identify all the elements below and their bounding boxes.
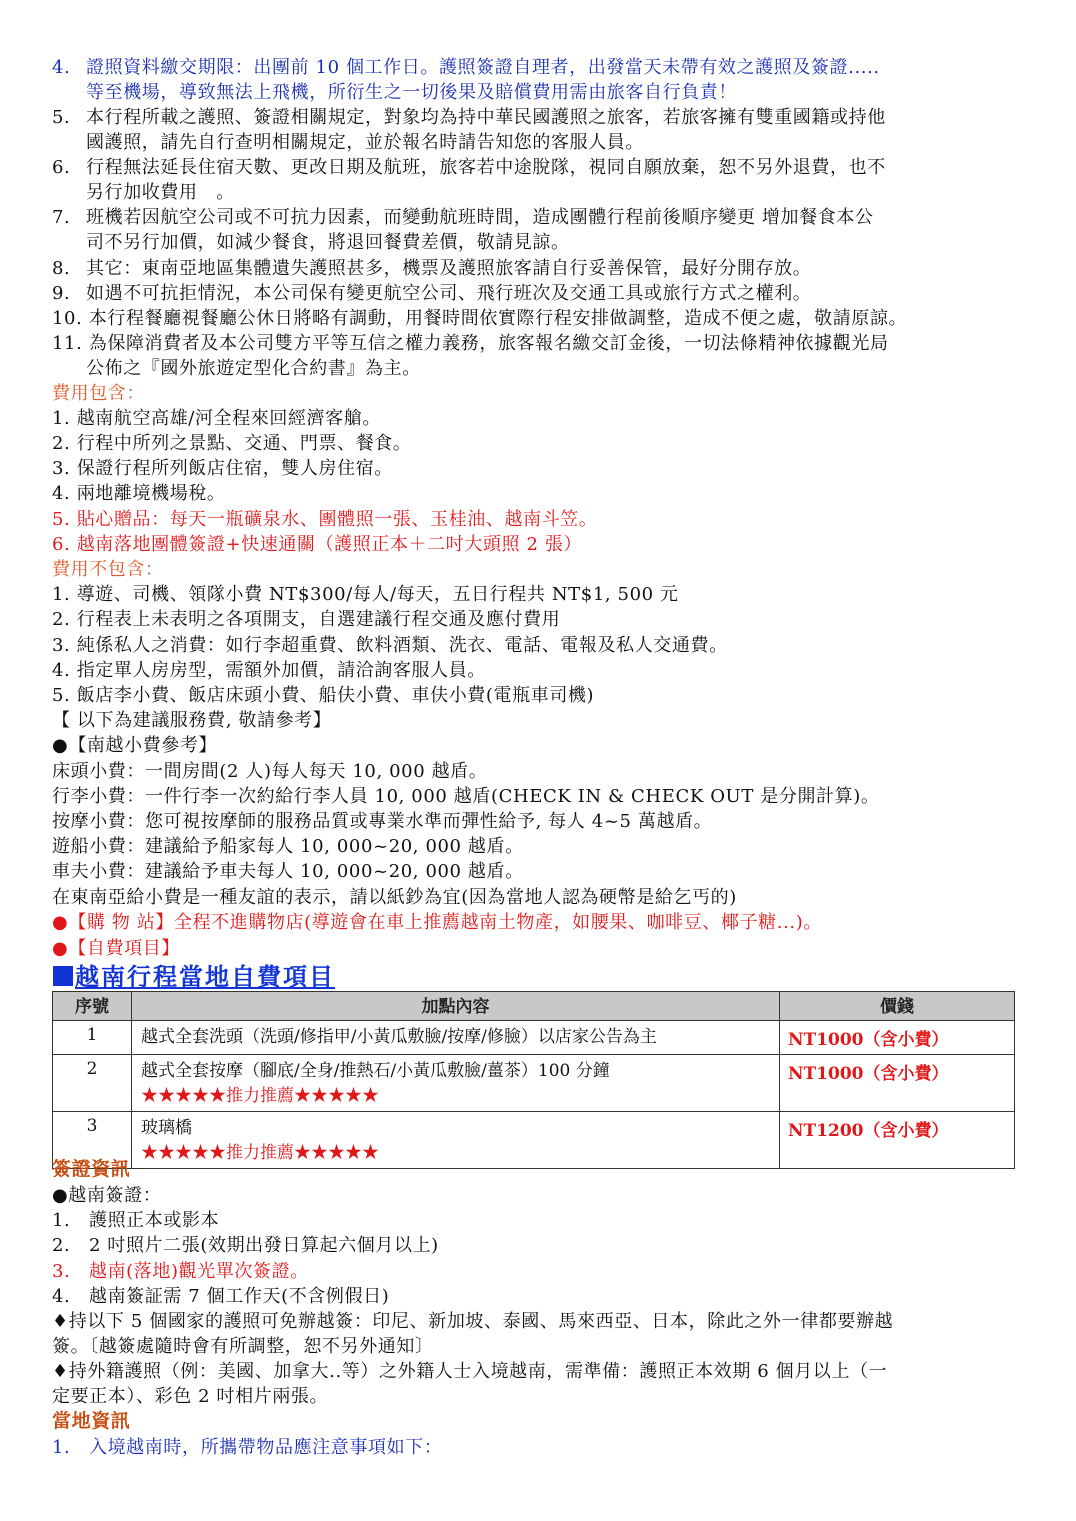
- shopping-note: ●【購 物 站】全程不進購物店(導遊會在車上推薦越南土物產，如腰果、咖啡豆、椰子糖...)。: [52, 912, 822, 933]
- recommend-stars: ★★★★★推力推薦★★★★★: [141, 1086, 379, 1106]
- excluded-item: 3. 純係私人之消費：如行李超重費、飲料酒類、洗衣、電話、電報及私人交通費。: [52, 635, 728, 656]
- visa-item: 2. 2 吋照片二張(效期出發日算起六個月以上): [52, 1235, 439, 1256]
- tip-note: 在東南亞給小費是一種友誼的表示，請以紙鈔為宜(因為當地人認為硬幣是給乞丐的): [52, 887, 737, 908]
- tip-line: 車夫小費：建議給予車夫每人 10, 000~20, 000 越盾。: [52, 861, 524, 882]
- visa-exempt-line2: 簽。〔越簽處隨時會有所調整，恕不另外通知〕: [52, 1336, 434, 1357]
- note-11-line1: 11. 為保障消費者及本公司雙方平等互信之權力義務，旅客報名繳交訂金後，一切法條精神依據觀光局: [52, 333, 889, 354]
- row-content: [132, 1055, 780, 1112]
- optional-items-table: [52, 991, 1015, 1169]
- visa-foreign-line1: ♦持外籍護照（例：美國、加拿大..等）之外籍人士入境越南，需準備：護照正本效期 6 個月以上（一: [52, 1361, 888, 1382]
- note-8: 8. 其它：東南亞地區集體遺失護照甚多，機票及護照旅客請自行妥善保管，最好分開存放。: [52, 258, 812, 279]
- visa-heading: 簽證資訊: [52, 1158, 131, 1180]
- visa-subheading: ●越南簽證：: [52, 1185, 162, 1206]
- col-header-price: 價錢: [780, 992, 1015, 1021]
- excluded-item: 4. 指定單人房房型，需額外加價，請洽詢客服人員。: [52, 660, 486, 681]
- row-no: 1: [53, 1021, 132, 1055]
- tips-suggest: 【 以下為建議服務費, 敬請參考】: [52, 710, 332, 731]
- col-header-no: 序號: [53, 992, 132, 1021]
- row-no: 3: [53, 1112, 132, 1169]
- excluded-item: 5. 飯店李小費、飯店床頭小費、船伕小費、車伕小費(電瓶車司機): [52, 685, 595, 706]
- excluded-item: 2. 行程表上未表明之各項開支，自選建議行程交通及應付費用: [52, 609, 561, 630]
- table-row: [53, 1112, 1015, 1169]
- row-content-text: 越式全套按摩（腳底/全身/推熱石/小黃瓜敷臉/薑茶）100 分鐘: [141, 1061, 610, 1081]
- included-item: 4. 兩地離境機場稅。: [52, 483, 226, 504]
- included-item-gift: 5. 貼心贈品：每天一瓶礦泉水、團體照一張、玉桂油、越南斗笠。: [52, 509, 598, 530]
- self-pay-label: ●【自費項目】: [52, 938, 180, 959]
- visa-exempt-line1: ♦持以下 5 個國家的護照可免辦越簽：印尼、新加坡、泰國、馬來西亞、日本，除此之外一律都要辦越: [52, 1311, 894, 1332]
- row-content: [132, 1112, 780, 1169]
- included-item: 2. 行程中所列之景點、交通、門票、餐食。: [52, 433, 412, 454]
- note-7-line1: 7. 班機若因航空公司或不可抗力因素，而變動航班時間，造成團體行程前後順序變更 增加餐食本公: [52, 207, 874, 228]
- table-row: [53, 1021, 1015, 1055]
- note-4-line1: 4. 證照資料繳交期限：出團前 10 個工作日。護照簽證自理者，出發當天未帶有效之護照及簽證.....: [52, 57, 880, 78]
- excluded-heading: 費用不包含：: [52, 559, 164, 580]
- included-item: 3. 保證行程所列飯店住宿，雙人房住宿。: [52, 458, 393, 479]
- excluded-item: 1. 導遊、司機、領隊小費 NT$300/每人/每天，五日行程共 NT$1, 500 元: [52, 584, 679, 605]
- note-5-line1: 5. 本行程所載之護照、簽證相關規定，對象均為持中華民國護照之旅客，若旅客擁有雙重國籍或持他: [52, 107, 886, 128]
- tip-line: 按摩小費：您可視按摩師的服務品質或專業水準而彈性給予, 每人 4~5 萬越盾。: [52, 811, 713, 832]
- table-row: [53, 1055, 1015, 1112]
- visa-item: 4. 越南簽証需 7 個工作天(不含例假日): [52, 1286, 390, 1307]
- row-price: NT1200（含小費）: [780, 1112, 1015, 1169]
- row-content-text: 玻璃橋: [141, 1118, 192, 1138]
- tips-reference: ●【南越小費參考】: [52, 735, 218, 756]
- note-6-line2: 另行加收費用 。: [86, 182, 235, 203]
- included-item-visa: 6. 越南落地團體簽證+快速通關（護照正本＋二吋大頭照 2 張）: [52, 534, 583, 555]
- optional-items-title: 越南行程當地自費項目: [53, 962, 335, 992]
- note-10: 10. 本行程餐廳視餐廳公休日將略有調動，用餐時間依實際行程安排做調整，造成不便之處，敬請原諒。: [52, 308, 908, 329]
- row-price: NT1000（含小費）: [780, 1021, 1015, 1055]
- visa-item: 1. 護照正本或影本: [52, 1210, 220, 1231]
- tip-line: 遊船小費：建議給予船家每人 10, 000~20, 000 越盾。: [52, 836, 524, 857]
- local-info-item: 1. 入境越南時，所攜帶物品應注意事項如下：: [52, 1437, 443, 1458]
- tip-line: 行李小費：一件行李一次約給行李人員 10, 000 越盾(CHECK IN & CHECK OUT 是分開計算)。: [52, 786, 880, 807]
- note-11-line2: 公佈之『國外旅遊定型化合約書』為主。: [86, 358, 421, 379]
- tip-line: 床頭小費：一間房間(2 人)每人每天 10, 000 越盾。: [52, 761, 488, 782]
- visa-item: 3. 越南(落地)觀光單次簽證。: [52, 1261, 309, 1282]
- note-6-line1: 6. 行程無法延長住宿天數、更改日期及航班，旅客若中途脫隊，視同自願放棄，恕不另外退費，也不: [52, 157, 886, 178]
- note-5-line2: 國護照，請先自行查明相關規定，並於報名時請告知您的客服人員。: [86, 132, 644, 153]
- included-heading: 費用包含：: [52, 383, 145, 404]
- recommend-stars: ★★★★★推力推薦★★★★★: [141, 1143, 379, 1163]
- bullet-icon: ●: [52, 735, 69, 756]
- local-info-heading: 當地資訊: [52, 1410, 131, 1432]
- row-price: NT1000（含小費）: [780, 1055, 1015, 1112]
- row-no: 2: [53, 1055, 132, 1112]
- table-header-row: [53, 992, 1015, 1021]
- included-item: 1. 越南航空高雄/河全程來回經濟客艙。: [52, 408, 381, 429]
- note-7-line2: 司不另行加價，如減少餐食，將退回餐費差價，敬請見諒。: [86, 232, 570, 253]
- note-4-line2: 等至機場，導致無法上飛機，所衍生之一切後果及賠償費用需由旅客自行負責！: [86, 82, 737, 103]
- note-9: 9. 如遇不可抗拒情況，本公司保有變更航空公司、飛行班次及交通工具或旅行方式之權利。: [52, 283, 812, 304]
- row-content: 越式全套洗頭（洗頭/修指甲/小黃瓜敷臉/按摩/修臉）以店家公告為主: [132, 1021, 780, 1055]
- square-icon: [53, 966, 73, 986]
- col-header-content: 加點內容: [132, 992, 780, 1021]
- visa-foreign-line2: 定要正本）、彩色 2 吋相片兩張。: [52, 1386, 329, 1407]
